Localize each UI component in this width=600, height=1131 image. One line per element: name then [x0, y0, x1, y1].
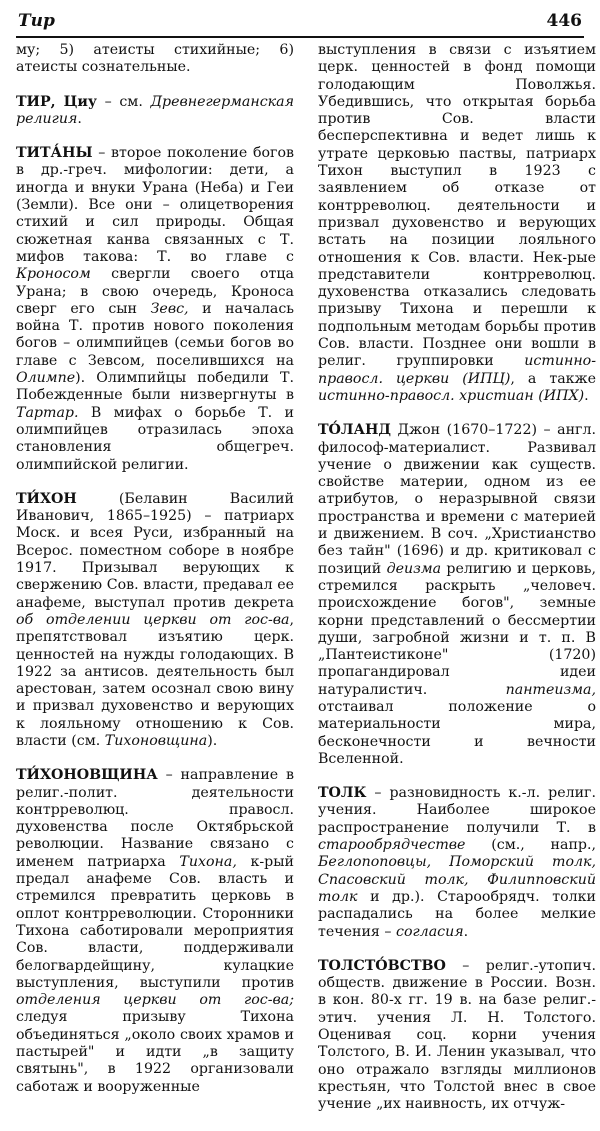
entry-toland: ТО́ЛАНД Джон (1670–1722) – англ. философ-материалист. Развивал учение о движении как существ. свойстве материи, одном из ее атрибутов, о неразрывной связи пространства и времени с материей и движением. В соч. „Христианство без тайн" (1696) и др. критиковал с позиций деизма религию и церковь, стремился раскрыть „человеч. происхождение богов", земные корни представлений о бессмертии души, загробной жизни и т. п. В „Пантеистиконе" (1720) пропагандировал идеи натуралистич. пантеизма, отстаивал положение о материальности мира, бесконечности и вечности Вселенной. [318, 422, 596, 767]
entry-tikhon: ТИ́ХОН (Белавин Василий Иванович, 1865–1925) – патриарх Моск. и всея Руси, избранный на Всерос. поместном соборе в ноябре 1917. Призывал верующих к свержению Сов. власти, предавал ее анафеме, выступал против декрета об отделении церкви от гос-ва, препятствовал изъятию церк. ценностей на нужды голодающих. В 1922 за антисов. деятельность был арестован, затем осознал свою вину и призвал духовенство и верующих к лояльному отношению к Сов. власти (см. Тихоновщина). [16, 490, 294, 749]
cross-reference: Тихоновщина [104, 732, 208, 749]
entry-titany: ТИТА́НЫ – второе поколение богов в др.-греч. мифологии: дети, а иногда и внуки Урана (Неба) и Геи (Земли). Все они – олицетворения стихий и сил природы. Общая сюжетная канва связанных с Т. мифов такова: Т. во главе с Кроносом свергли своего отца Урана; в свою очередь, Кроноса сверг его сын Зевс, и началась война Т. против нового поколения богов – олимпийцев (семьи богов во главе с Зевсом, поселившихся на Олимпе). Олимпийцы победили Т. Побежденные были низвергнуты в Тартар. В мифах о борьбе Т. и олимпийцев отразилась эпоха становления общегреч. олимпийской религии. [16, 145, 294, 473]
entry-tikhonovshchina: ТИ́ХОНОВЩИНА – направление в религ.-полит. деятельности контрреволюц. правосл. духовенства после Октябрьской революции. Название связано с именем патриарха Тихона, к-рый предал анафеме Сов. власть и стремился превратить церковь в оплот контрреволюции. Сторонники Тихона саботировали мероприятия Сов. власти, поддерживали белогвардейщину, кулацкие выступления, выступили против отделения церкви от гос-ва; следуя призыву Тихона объединяться „около своих храмов и пастырей" и идти „в защиту святынь", в 1922 организовали саботаж и вооруженные [16, 767, 294, 1095]
cross-reference: истинно-правосл. христиан (ИПХ) [318, 387, 585, 404]
cross-reference: об отделении церкви от гос-ва [16, 611, 290, 628]
headword: ТИР, Циу [16, 93, 97, 110]
cross-reference: Кроносом [16, 266, 91, 283]
cross-reference: старообрядчестве [318, 837, 466, 854]
continuation-text: выступления в связи с изъятием церк. ценностей в фонд помощи голодающим Поволжья. Убедившись, что открытая борьба против Сов. власти бесперспективна и ведет лишь к утрате церковью паствы, патриарх Тихон выступил в 1923 с заявлением об отказе от контрреволюц. деятельности и призвал духовенство и верующих встать на позиции лояльного отношения к Сов. власти. Нек-рые представители контрреволюц. духовенства отказались следовать призыву Тихона и перешли к подпольным методам борьбы против Сов. власти. Позднее они вошли в религ. группировки истинно-правосл. церкви (ИПЦ), а также истинно-правосл. христиан (ИПХ). [318, 42, 596, 404]
cross-reference: Тихона, [179, 853, 237, 870]
cross-reference: деизма [386, 560, 442, 577]
cross-reference: Олимпе [16, 370, 76, 387]
cross-reference: отделения церкви от гос-ва; [16, 992, 294, 1009]
headword: ТИ́ХОН [16, 490, 77, 507]
cross-reference: Беглопоповцы, Поморский толк, Спасовский толк, Филипповский толк [318, 854, 596, 905]
cross-reference: пантеизма, [505, 681, 596, 698]
headword: ТИТА́НЫ [16, 145, 93, 162]
headword: ТОЛК [318, 785, 367, 802]
entry-tolk: ТОЛК – разновидность к.-л. религ. учения. Наиболее широкое распространение получили Т. в старообрядчестве (см., напр., Беглопоповцы, Поморский толк, Спасовский толк, Филипповский толк и др.). Старообрядч. толки распадались на более мелкие течения – согласия. [318, 785, 596, 940]
cross-reference: истинно-правосл. церкви (ИПЦ) [318, 353, 596, 387]
cross-reference: Зевс, [150, 300, 189, 317]
left-column [16, 42, 294, 1113]
entry-tir: ТИР, Циу – см. Древнегерманская религия. [16, 93, 294, 127]
cross-reference: Тартар. [16, 404, 79, 421]
cross-reference: согласия [396, 923, 464, 940]
headword: ТО́ЛАНД [318, 422, 392, 439]
right-column [318, 42, 596, 1131]
headword: ТИ́ХОНОВЩИНА [16, 767, 158, 784]
page-number: 446 [546, 11, 582, 31]
headword: ТОЛСТО́ВСТВО [318, 957, 446, 974]
running-head: Тир [18, 11, 55, 31]
entry-tolstovstvo: ТОЛСТО́ВСТВО – религ.-утопич. обществ. движение в России. Возн. в кон. 80-х гг. 19 в. на базе религ.-этич. учения Л. Н. Толстого. Оценивая соц. корни учения Толстого, В. И. Ленин указывал, что оно отражало взгляды миллионов крестьян, что Толстой внес в свое учение „их наивность, их отчуж- [318, 957, 596, 1113]
continuation-text: му; 5) атеисты стихийные; 6) атеисты сознательные. [16, 42, 294, 76]
page-header [16, 8, 584, 38]
cross-reference: Древнегерманская религия [16, 93, 294, 127]
